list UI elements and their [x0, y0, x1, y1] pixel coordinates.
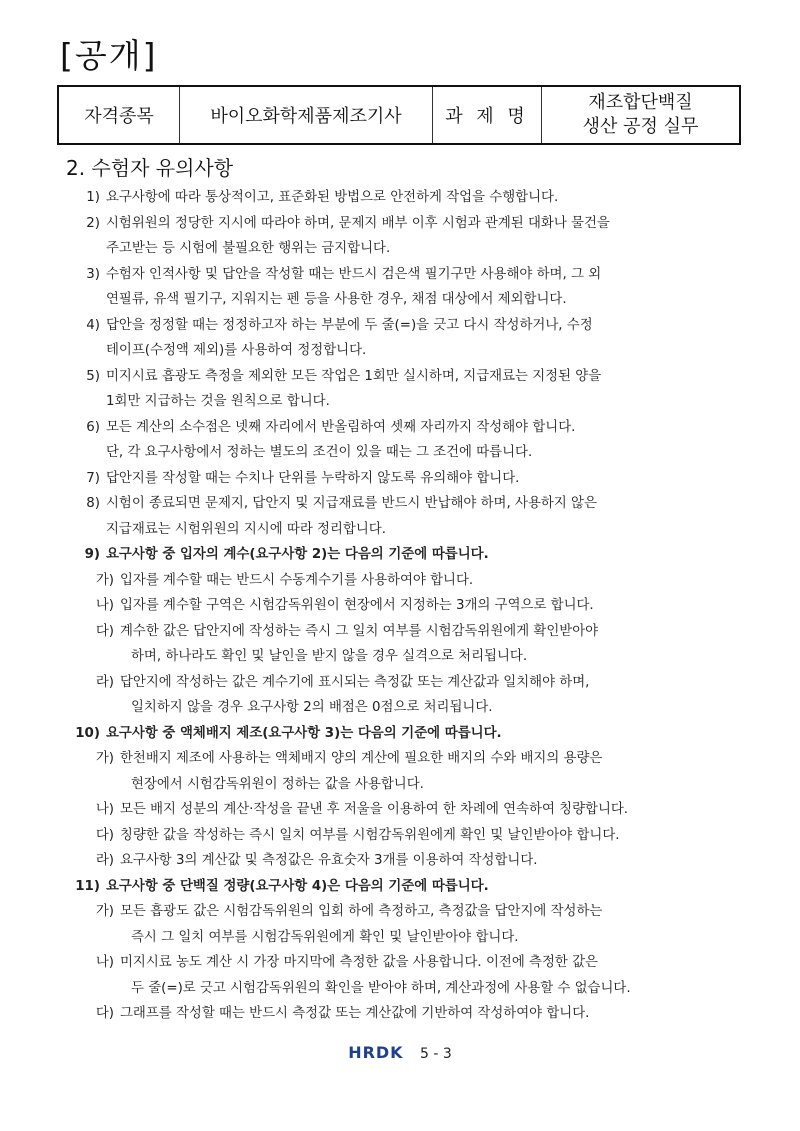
item-number: 6) [86, 419, 100, 435]
info-table [57, 85, 741, 145]
list-item [0, 746, 800, 772]
item-text: 현장에서 시험감독위원이 정하는 값을 사용합니다. [131, 776, 424, 792]
list-item [0, 644, 800, 670]
item-number: 나) [95, 802, 114, 817]
notice-list [0, 185, 800, 1027]
page-footer [0, 1043, 800, 1062]
item-text: 한천배지 제조에 사용하는 액체배지 양의 계산에 필요한 배지의 수와 배지의 용량은 [120, 751, 603, 766]
hrdk-logo: HRDK [348, 1043, 404, 1062]
item-text: 답안을 정정할 때는 정정하고자 하는 부분에 두 줄(=)을 긋고 다시 작성하거나, 수정 [106, 317, 593, 333]
label-qualification: 자격종목 [58, 86, 180, 144]
list-item [0, 976, 800, 1002]
list-item [0, 185, 800, 211]
item-number: 8) [86, 496, 100, 511]
item-text: 그래프를 작성할 때는 반드시 측정값 또는 계산값에 기반하여 작성하여야 합니다. [120, 1006, 590, 1021]
list-item [0, 517, 800, 543]
list-item [0, 772, 800, 798]
value-qualification: 바이오화학제품제조기사 [180, 86, 433, 144]
label-task-name: 과 제 명 [433, 86, 542, 144]
item-text: 모든 흡광도 값은 시험감독위원의 입회 하에 측정하고, 측정값을 답안지에 작성하는 [120, 904, 603, 919]
item-text: 입자를 계수할 구역은 시험감독위원이 현장에서 지정하는 3개의 구역으로 합니다. [120, 598, 594, 613]
item-text: 주고받는 등 시험에 불필요한 행위는 금지합니다. [106, 241, 391, 256]
item-text: 입자를 계수할 때는 반드시 수동계수기를 사용하여야 합니다. [120, 572, 474, 588]
item-number: 가) [95, 751, 114, 766]
item-number: 라) [95, 853, 114, 868]
item-number: 라) [95, 674, 114, 690]
list-item [0, 593, 800, 619]
list-item [0, 262, 800, 288]
item-number: 11) [75, 878, 100, 894]
list-item [0, 236, 800, 262]
item-number: 5) [86, 368, 100, 384]
item-number: 9) [84, 547, 100, 562]
list-item [0, 619, 800, 645]
list-item [0, 721, 800, 747]
task-name-line2: 생산 공정 실무 [582, 116, 699, 137]
item-text: 요구사항 중 액체배지 제조(요구사항 3)는 다음의 기준에 따릅니다. [106, 725, 502, 741]
item-text: 미지시료 흡광도 측정을 제외한 모든 작업은 1회만 실시하며, 지급재료는 지정된 양을 [106, 368, 602, 384]
item-number: 가) [95, 904, 114, 919]
item-number: 3) [86, 266, 100, 282]
list-item [0, 670, 800, 696]
item-text: 일치하지 않을 경우 요구사항 2의 배점은 0점으로 처리됩니다. [131, 700, 493, 715]
item-text: 모든 배지 성분의 계산·작성을 끝낸 후 저울을 이용하여 한 차례에 연속하여 칭량합니다. [120, 802, 629, 817]
list-item [0, 899, 800, 925]
section-title: 2. 수험자 유의사항 [66, 156, 234, 180]
item-text: 시험위원의 정당한 지시에 따라야 하며, 문제지 배부 이후 시험과 관계된 대화나 물건을 [106, 215, 610, 231]
list-item [0, 568, 800, 594]
item-text: 칭량한 값을 작성하는 즉시 일치 여부를 시험감독위원에게 확인 및 날인받아야 합니다. [120, 827, 620, 843]
item-text: 요구사항 중 입자의 계수(요구사항 2)는 다음의 기준에 따릅니다. [106, 547, 489, 562]
item-text: 수험자 인적사항 및 답안을 작성할 때는 반드시 검은색 필기구만 사용해야 하며, 그 외 [106, 266, 602, 282]
list-item [0, 695, 800, 721]
item-text: 요구사항에 따라 통상적이고, 표준화된 방법으로 안전하게 작업을 수행합니다. [106, 190, 559, 205]
item-number: 2) [86, 215, 100, 231]
list-item [0, 211, 800, 237]
item-number: 가) [95, 572, 114, 588]
list-item [0, 874, 800, 900]
item-number: 10) [75, 725, 100, 741]
item-number: 1) [86, 190, 100, 205]
task-name-line1: 재조합단백질 [588, 92, 693, 113]
list-item [0, 950, 800, 976]
item-number: 다) [95, 623, 114, 639]
list-item [0, 925, 800, 951]
item-text: 테이프(수정액 제외)를 사용하여 정정합니다. [106, 343, 367, 358]
item-text: 1회만 지급하는 것을 원칙으로 합니다. [106, 394, 330, 409]
list-item [0, 466, 800, 492]
item-number: 7) [86, 470, 100, 486]
list-item [0, 313, 800, 339]
item-text: 연필류, 유색 필기구, 지워지는 펜 등을 사용한 경우, 채점 대상에서 제외합니다. [106, 292, 567, 307]
item-text: 답안지를 작성할 때는 수치나 단위를 누락하지 않도록 유의해야 합니다. [106, 470, 520, 486]
list-item [0, 287, 800, 313]
list-item [0, 542, 800, 568]
list-item [0, 440, 800, 466]
item-text: 하며, 하나라도 확인 및 날인을 받지 않을 경우 실격으로 처리됩니다. [131, 649, 528, 664]
list-item [0, 364, 800, 390]
list-item [0, 848, 800, 874]
item-text: 즉시 그 일치 여부를 시험감독위원에게 확인 및 날인받아야 합니다. [131, 929, 519, 945]
list-item [0, 491, 800, 517]
classification-tag: [공개] [60, 36, 158, 75]
item-text: 미지시료 농도 계산 시 가장 마지막에 측정한 값을 사용합니다. 이전에 측정한 값은 [120, 955, 598, 970]
item-text: 모든 계산의 소수점은 넷째 자리에서 반올림하여 셋째 자리까지 작성해야 합니다. [106, 419, 576, 435]
list-item [0, 1001, 800, 1027]
item-number: 나) [95, 955, 114, 970]
item-text: 지급재료는 시험위원의 지시에 따라 정리합니다. [106, 521, 386, 537]
list-item [0, 338, 800, 364]
item-text: 요구사항 중 단백질 정량(요구사항 4)은 다음의 기준에 따릅니다. [106, 878, 489, 894]
item-number: 나) [95, 598, 114, 613]
list-item [0, 389, 800, 415]
item-text: 두 줄(=)로 긋고 시험감독위원의 확인을 받아야 하며, 계산과정에 사용할 수 없습니다. [131, 980, 631, 996]
item-text: 계수한 값은 답안지에 작성하는 즉시 그 일치 여부를 시험감독위원에게 확인받아야 [120, 623, 599, 639]
item-text: 답안지에 작성하는 값은 계수기에 표시되는 측정값 또는 계산값과 일치해야 하며, [120, 674, 590, 690]
item-number: 4) [86, 317, 100, 333]
item-number: 다) [95, 827, 114, 843]
item-text: 단, 각 요구사항에서 정하는 별도의 조건이 있을 때는 그 조건에 따릅니다. [106, 445, 533, 460]
list-item [0, 823, 800, 849]
item-number: 다) [95, 1006, 114, 1021]
page-number: 5 - 3 [420, 1046, 452, 1062]
list-item [0, 415, 800, 441]
value-task-name [542, 86, 741, 144]
list-item [0, 797, 800, 823]
item-text: 시험이 종료되면 문제지, 답안지 및 지급재료를 반드시 반납해야 하며, 사용하지 않은 [106, 496, 597, 511]
item-text: 요구사항 3의 계산값 및 측정값은 유효숫자 3개를 이용하여 작성합니다. [120, 853, 538, 868]
